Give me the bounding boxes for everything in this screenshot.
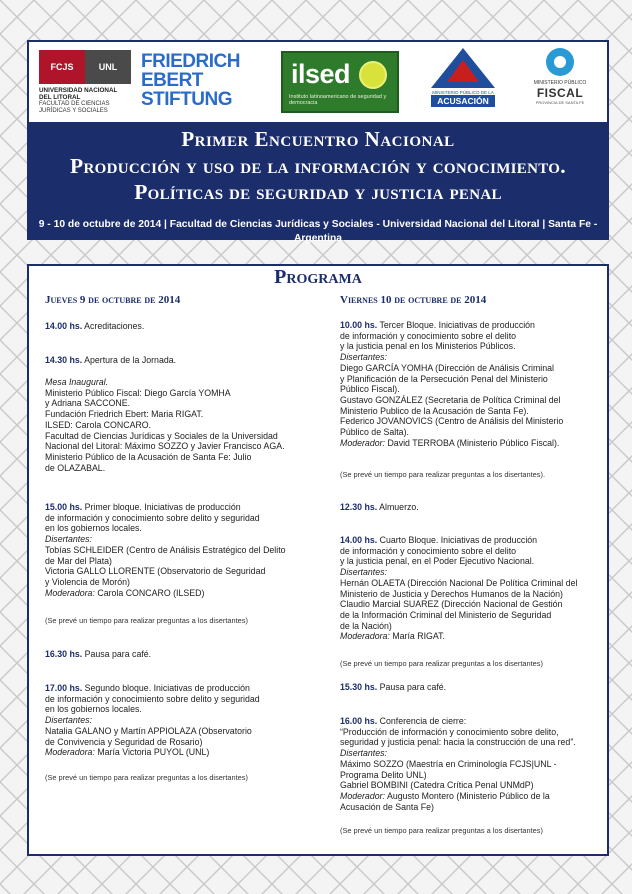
fcjs-unl-logo (39, 50, 131, 115)
text-line: y Adriana SACCONE. (45, 398, 131, 409)
text-line: Gustavo GONZÁLEZ (Secretaria de Política Criminal del (340, 394, 561, 405)
text-line: Máximo SOZZO (Maestría en Criminología FCJS|UNL - (340, 758, 557, 769)
session-text: Acreditaciones. (82, 321, 145, 331)
title-band (29, 122, 607, 218)
fcjs-faculty-name: FACULTAD DE CIENCIAS JURÍDICAS Y SOCIALES (39, 101, 110, 114)
section-label: Mesa Inaugural. (45, 377, 109, 387)
text-line: en los gobiernos locales. (45, 704, 142, 715)
text-line: de información y conocimiento sobre delito y seguridad (45, 512, 260, 523)
time-label: 16.30 hs. (45, 649, 83, 659)
questions-note: (Se prevé un tiempo para realizar preguntas a los disertantes) (340, 659, 543, 668)
text-line: de la Nación) (340, 620, 392, 631)
day1-first-block (45, 502, 315, 598)
speakers-label: Disertantes: (340, 748, 387, 759)
ilsed-wordmark: ilsed (291, 59, 351, 89)
text-line: Diego GARCÍA YOMHA (Dirección de Análisis Criminal (340, 362, 554, 373)
time-label: 14.00 hs. (340, 535, 378, 545)
event-subtitle-1: Producción y uso de la información y conocimiento. (70, 154, 566, 178)
time-label: 12.30 hs. (340, 502, 378, 512)
fes-line-3: STIFTUNG (141, 89, 232, 110)
questions-note: (Se prevé un tiempo para realizar preguntas a los disertantes) (45, 616, 248, 625)
text-line: Hernán OLAETA (Dirección Nacional De Política Criminal del (340, 577, 578, 588)
day2-coffee-break (340, 682, 602, 693)
fes-line-1: FRIEDRICH (141, 51, 240, 72)
speakers-label: Disertantes: (340, 352, 387, 363)
mpf-wordmark: FISCAL (536, 86, 584, 100)
moderator-label: Moderador: (340, 437, 385, 448)
session-text: Conferencia de cierre: (377, 716, 467, 726)
session-text: Primer bloque. Iniciativas de producción (82, 502, 241, 512)
text-line: Claudio Marcial SUAREZ (Dirección Nacional de Gestión (340, 599, 563, 610)
text-line: de información y conocimiento sobre delito y seguridad (45, 693, 260, 704)
text-line: Victoria GALLO LLORENTE (Observatorio de Seguridad (45, 566, 266, 577)
moderator-label: Moderadora: (340, 631, 390, 642)
text-line: de información y conocimiento sobre el delito (340, 330, 517, 341)
ilsed-logo (281, 51, 399, 113)
text-line: Acusación de Santa Fe) (340, 801, 434, 812)
mpa-small-text: MINISTERIO PÚBLICO DE LA (432, 90, 494, 95)
day1-heading: Jueves 9 de octubre de 2014 (45, 294, 181, 306)
speakers-label: Disertantes: (45, 715, 92, 726)
fcjs-box: FCJS (39, 50, 85, 84)
triangle-icon (431, 48, 495, 88)
fes-line-2: EBERT (141, 70, 203, 91)
text-line: seguridad y justicia penal: hacia la construcción de una red”. (340, 737, 576, 748)
day1-accreditation (45, 321, 315, 332)
time-label: 15.30 hs. (340, 682, 378, 692)
session-text: Pausa para café. (377, 682, 447, 692)
ministerio-publico-acusacion-logo (431, 48, 495, 116)
session-text: Tercer Bloque. Iniciativas de producción (377, 320, 535, 330)
ilsed-subtitle: Instituto latinoamericano de seguridad y democracia (289, 94, 387, 106)
text-line: Público Fiscal). (340, 384, 400, 395)
text-line: y Planificación de la Persecución Penal del Ministerio (340, 373, 548, 384)
text-line: Ministerio Publico de la Acusación de Santa Fe). (340, 405, 529, 416)
questions-note: (Se prevé un tiempo para realizar preguntas a los disertantes) (45, 773, 248, 782)
globe-icon (359, 61, 387, 89)
text-line: Facultad de Ciencias Jurídicas y Sociales de la Universidad (45, 430, 278, 441)
moderator-name: María RIGAT. (389, 631, 445, 642)
time-label: 16.00 hs. (340, 716, 378, 726)
moderator-label: Moderador: (340, 790, 385, 801)
mpa-wordmark: ACUSACIÓN (431, 95, 495, 107)
text-line: Ministerio Público Fiscal: Diego García YOMHA (45, 387, 231, 398)
text-line: Fundación Friedrich Ebert: Maria RIGAT. (45, 409, 204, 420)
text-line: de Mar del Plata) (45, 555, 112, 566)
text-line: Tobías SCHLEIDER (Centro de Análisis Estratégico del Delito (45, 544, 286, 555)
unl-box: UNL (85, 50, 131, 84)
speakers-label: Disertantes: (340, 567, 387, 578)
text-line: “Producción de información y conocimiento sobre delito, (340, 726, 559, 737)
event-subtitle-2: Políticas de seguridad y justicia penal (134, 180, 502, 204)
text-line: y la justicia penal, en el Poder Ejecutivo Nacional. (340, 556, 535, 567)
mpf-small-text: MINISTERIO PÚBLICO (533, 80, 587, 86)
moderator-label: Moderadora: (45, 587, 95, 598)
text-line: de OLAZABAL. (45, 462, 106, 473)
day2-third-block (340, 320, 602, 448)
event-title: Primer Encuentro Nacional (181, 127, 455, 151)
time-label: 17.00 hs. (45, 683, 83, 693)
text-line: Natalia GALANO y Martín APPIOLAZA (Observatorio (45, 725, 252, 736)
day2-heading: Viernes 10 de octubre de 2014 (340, 294, 487, 306)
text-line: Ministerio de Justicia y Derechos Humanos de la Nación) (340, 588, 563, 599)
day2-closing-conference (340, 716, 602, 812)
moderator-name: Carola CONCARO (ILSED) (94, 587, 205, 598)
day2-fourth-block (340, 535, 602, 642)
day1-inaugural-panel (45, 377, 315, 473)
day1-coffee-break (45, 649, 315, 660)
text-line: de la Información Criminal del Ministerio de Seguridad (340, 609, 552, 620)
text-line: de Convivencia y Seguridad de Rosario) (45, 736, 203, 747)
text-line: Federico JOVANOVICS (Centro de Análisis del Ministerio (340, 416, 564, 427)
program-title: Programa (274, 266, 362, 288)
text-line: de información y conocimiento sobre el delito (340, 545, 517, 556)
moderator-name: María Victoria PUYOL (UNL) (94, 747, 210, 758)
session-text: Almuerzo. (377, 502, 419, 512)
questions-note: (Se prevé un tiempo para realizar preguntas a los disertantes) (340, 826, 543, 835)
questions-note: (Se prevé un tiempo para realizar preguntas a los disertantes). (340, 470, 545, 479)
session-text: Pausa para café. (82, 649, 152, 659)
text-line: en los gobiernos locales. (45, 523, 142, 534)
time-label: 14.00 hs. (45, 321, 83, 331)
text-line: y la justicia penal en los Ministerios Públicos. (340, 341, 516, 352)
moderator-label: Moderadora: (45, 747, 95, 758)
date-location-line: 9 - 10 de octubre de 2014 | Facultad de Ciencias Jurídicas y Sociales - Universidad Nacional del Litoral | Santa Fe - Argentina (29, 218, 607, 238)
time-label: 15.00 hs. (45, 502, 83, 512)
circle-icon (546, 48, 574, 76)
day1-second-block (45, 683, 315, 758)
text-line: Ministerio Público de la Acusación de Santa Fe: Julio (45, 451, 252, 462)
text-line: y Violencia de Morón) (45, 576, 130, 587)
ministerio-publico-fiscal-logo (523, 48, 597, 114)
friedrich-ebert-logo (141, 52, 253, 112)
text-line: Público de Salta). (340, 427, 409, 438)
text-line: Programa Delito UNL) (340, 769, 427, 780)
speakers-label: Disertantes: (45, 534, 92, 545)
text-line: Gabriel BOMBINI (Catedra Crítica Penal UNMdP) (340, 780, 534, 791)
session-text: Segundo bloque. Iniciativas de producción (82, 683, 250, 693)
program-panel (27, 264, 609, 856)
moderator-name: David TERROBA (Ministerio Público Fiscal). (385, 437, 560, 448)
logo-row (29, 42, 607, 122)
day1-opening (45, 355, 315, 366)
text-line: Nacional del Litoral: Máximo SOZZO y Javier Francisco AGA. (45, 441, 285, 452)
time-label: 10.00 hs. (340, 320, 378, 330)
fcjs-university-name: UNIVERSIDAD NACIONAL DEL LITORAL (39, 87, 118, 101)
session-text: Cuarto Bloque. Iniciativas de producción (377, 535, 538, 545)
day2-lunch (340, 502, 602, 513)
text-line: ILSED: Carola CONCARO. (45, 419, 152, 430)
moderator-name: Augusto Montero (Ministerio Público de la (385, 790, 550, 801)
session-text: Apertura de la Jornada. (82, 355, 177, 365)
mpf-subtitle: PROVINCIA DE SANTA FE (535, 100, 585, 105)
time-label: 14.30 hs. (45, 355, 83, 365)
header-panel (27, 40, 609, 244)
